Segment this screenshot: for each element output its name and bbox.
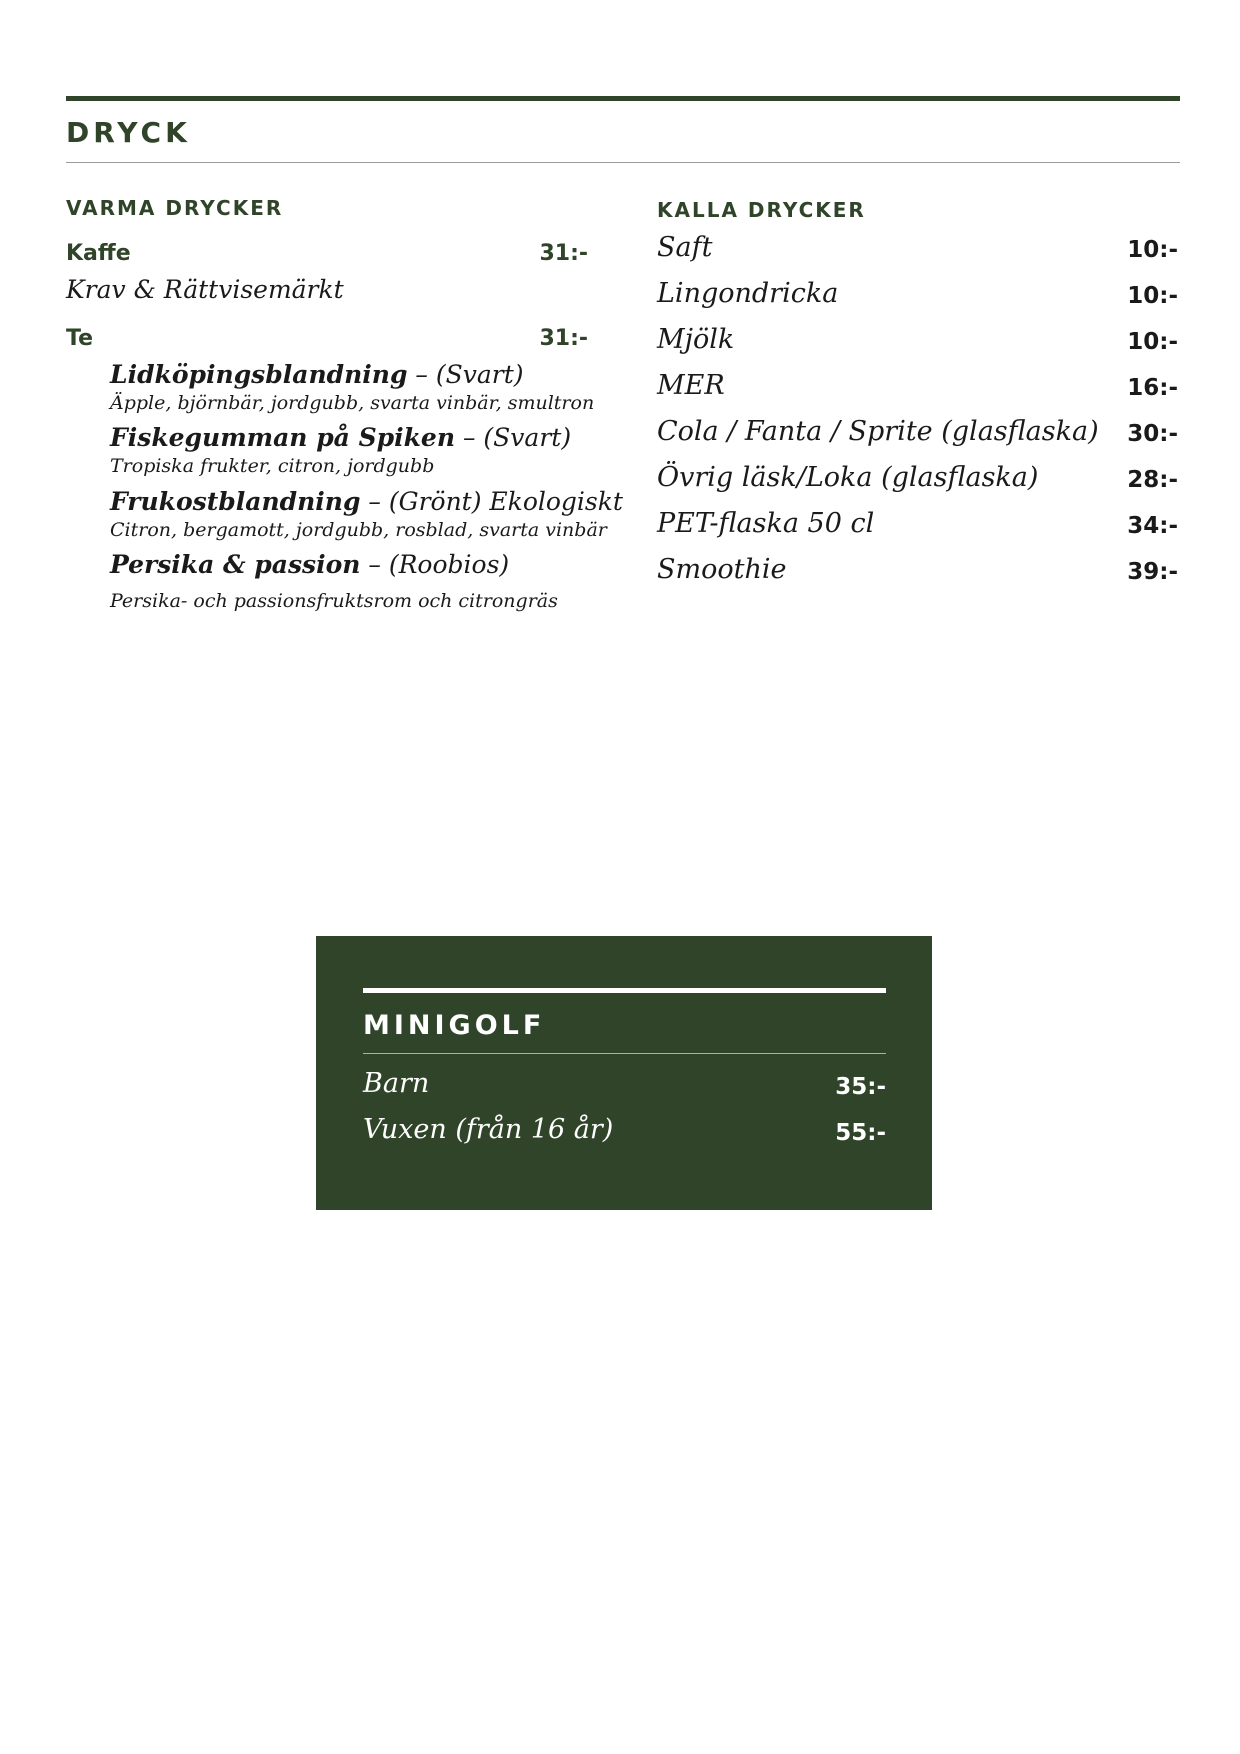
page-title: DRYCK xyxy=(66,116,191,149)
tea-name: Persika & passion xyxy=(110,550,361,579)
top-rule xyxy=(66,96,1180,101)
minigolf-item-price: 35:- xyxy=(835,1074,886,1100)
kalla-item-name: Cola / Fanta / Sprite (glasflaska) xyxy=(657,416,1099,447)
minigolf-divider xyxy=(363,1053,886,1054)
varma-heading: VARMA DRYCKER xyxy=(66,196,284,220)
tea-name: Frukostblandning xyxy=(110,487,361,516)
minigolf-title: MINIGOLF xyxy=(363,1010,546,1041)
tea-desc: Tropiska frukter, citron, jordgubb xyxy=(110,455,435,477)
kalla-item-name: Lingondricka xyxy=(657,278,839,309)
tea-name: Lidköpingsblandning xyxy=(110,360,408,389)
kaffe-name: Kaffe xyxy=(66,241,131,266)
kalla-item-name: PET-flaska 50 cl xyxy=(657,508,875,539)
tea-desc: Citron, bergamott, jordgubb, rosblad, svarta vinbär xyxy=(110,519,607,541)
tea-item xyxy=(110,360,524,389)
kalla-item-name: Saft xyxy=(657,232,713,263)
kalla-item-price: 16:- xyxy=(1127,375,1178,401)
tea-type: – (Grönt) Ekologiskt xyxy=(360,487,623,516)
minigolf-item-name: Barn xyxy=(363,1068,430,1099)
tea-type: – (Roobios) xyxy=(360,550,510,579)
tea-desc: Äpple, björnbär, jordgubb, svarta vinbär, smultron xyxy=(110,392,595,414)
te-name: Te xyxy=(66,326,94,351)
kalla-item-name: MER xyxy=(657,370,725,401)
kalla-item-price: 30:- xyxy=(1127,421,1178,447)
kalla-heading: KALLA DRYCKER xyxy=(657,198,866,222)
kaffe-price: 31:- xyxy=(539,241,588,266)
tea-desc: Persika- och passionsfruktsrom och citrongräs xyxy=(110,590,558,612)
kalla-item-price: 34:- xyxy=(1127,513,1178,539)
kalla-item-price: 28:- xyxy=(1127,467,1178,493)
kalla-item-price: 10:- xyxy=(1127,283,1178,309)
te-price: 31:- xyxy=(539,326,588,351)
kalla-item-name: Övrig läsk/Loka (glasflaska) xyxy=(657,462,1039,493)
kaffe-note: Krav & Rättvisemärkt xyxy=(66,275,344,304)
tea-type: – (Svart) xyxy=(455,423,572,452)
kalla-item-price: 10:- xyxy=(1127,237,1178,263)
title-divider xyxy=(66,162,1180,163)
tea-type: – (Svart) xyxy=(407,360,524,389)
minigolf-item-price: 55:- xyxy=(835,1120,886,1146)
kalla-item-price: 10:- xyxy=(1127,329,1178,355)
minigolf-panel xyxy=(316,936,932,1210)
minigolf-item-name: Vuxen (från 16 år) xyxy=(363,1114,614,1145)
tea-name: Fiskegumman på Spiken xyxy=(110,423,456,452)
tea-item xyxy=(110,550,509,579)
tea-item xyxy=(110,423,571,452)
kalla-item-price: 39:- xyxy=(1127,559,1178,585)
kalla-item-name: Mjölk xyxy=(657,324,735,355)
kalla-item-name: Smoothie xyxy=(657,554,787,585)
tea-item xyxy=(110,487,623,516)
minigolf-top-rule xyxy=(363,988,886,993)
